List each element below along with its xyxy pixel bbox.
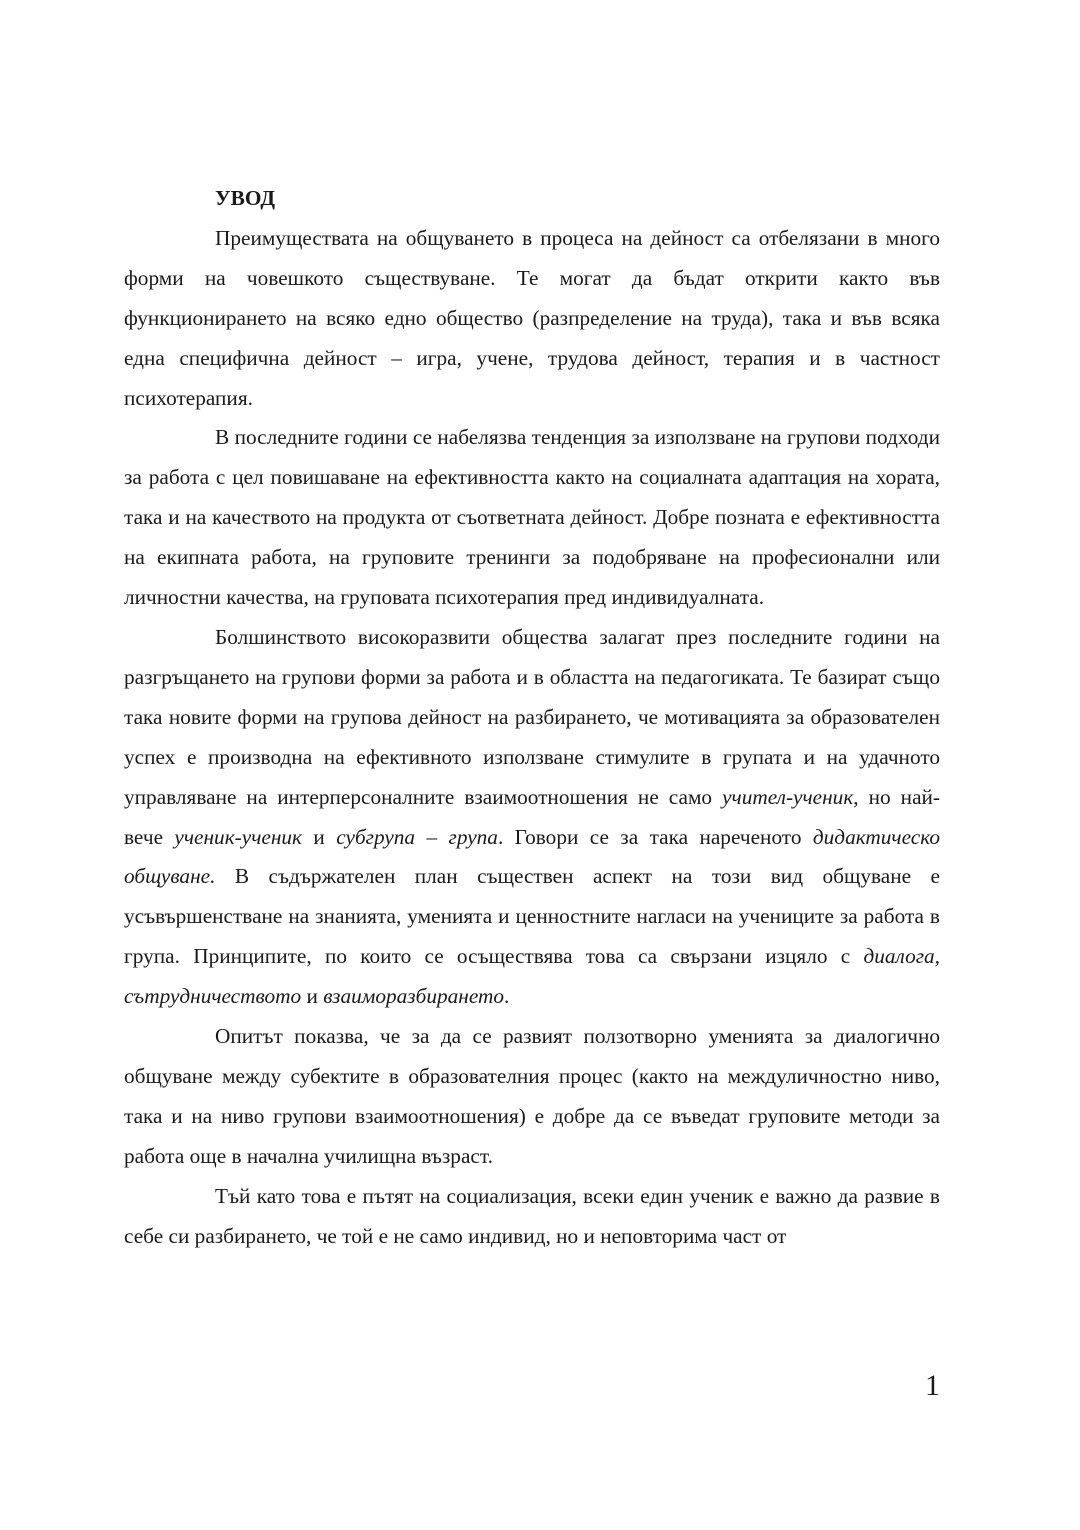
paragraph-text: Болшинството високоразвити общества залагат през последните години на разгръщането на групови форми за работа и в областта на педагогиката. Те базират също така новите форми на групова дейност на разбирането, че мотивацията за образователен успех е производна на ефективното използване стимулите в групата и на удачното управляване на интерперсоналните взаимоотношения не само: [124, 624, 940, 809]
paragraph-text: . Говори се за така нареченото: [497, 824, 813, 849]
italic-term: ученик-ученик: [174, 824, 302, 849]
document-body: [124, 179, 940, 1256]
paragraph-text: .: [504, 984, 510, 1009]
paragraph-text: Опитът показва, че за да се развият ползотворно уменията за диалогично общуване между субектите в образователния процес (както на междуличностно ниво, така и на ниво групови взаимоотношения) е добре да се въведат груповите методи за работа още в начална училищна възраст.: [124, 1024, 940, 1168]
paragraph: [124, 418, 940, 618]
paragraph-text: В последните години се набелязва тенденция за използване на групови подходи за работа с цел повишаване на ефективността както на социалната адаптация на хората, така и на качеството на продукта от съответната дейност. Добре позната е ефективността на екипната работа, на груповите тренинги за подобряване на професионални или личностни качества, на груповата психотерапия пред индивидуалната.: [124, 425, 940, 610]
paragraph: [124, 1177, 940, 1257]
italic-term: дидактическо общуване.: [124, 824, 941, 889]
section-heading: УВОД: [215, 186, 275, 210]
paragraph: [124, 219, 940, 419]
italic-term: взаиморазбирането: [323, 984, 505, 1009]
paragraph: [124, 618, 940, 1017]
paragraph-text: , но най-вече: [124, 784, 941, 849]
paragraph: [124, 1017, 940, 1177]
paragraph-text: Тъй като това е пътят на социализация, всеки един ученик е важно да развие в себе си разбирането, че той е не само индивид, но и неповторима част от: [124, 1183, 940, 1248]
paragraph-text: и: [302, 824, 337, 849]
paragraph-list: [124, 219, 940, 1257]
italic-term: диалога, сътрудничеството: [124, 944, 940, 1009]
page-number: 1: [925, 1369, 940, 1402]
paragraph-text: В съдържателен план съществен аспект на този вид общуване е усъвършенстване на знанията, уменията и ценностните нагласи на учениците за работа в група. Принципите, по които се осъществява това са свързани изцяло с: [124, 864, 940, 969]
paragraph-text: и: [301, 984, 324, 1009]
italic-term: субгрупа – група: [336, 824, 498, 849]
paragraph-text: Преимуществата на общуването в процеса на дейност са отбелязани в много форми на човешкото съществуване. Те могат да бъдат открити както във функционирането на всяко едно общество (разпределение на труда), така и във всяка една специфична дейност – игра, учене, трудова дейност, терапия и в частност психотерапия.: [124, 225, 940, 410]
italic-term: учител-ученик: [722, 784, 854, 809]
